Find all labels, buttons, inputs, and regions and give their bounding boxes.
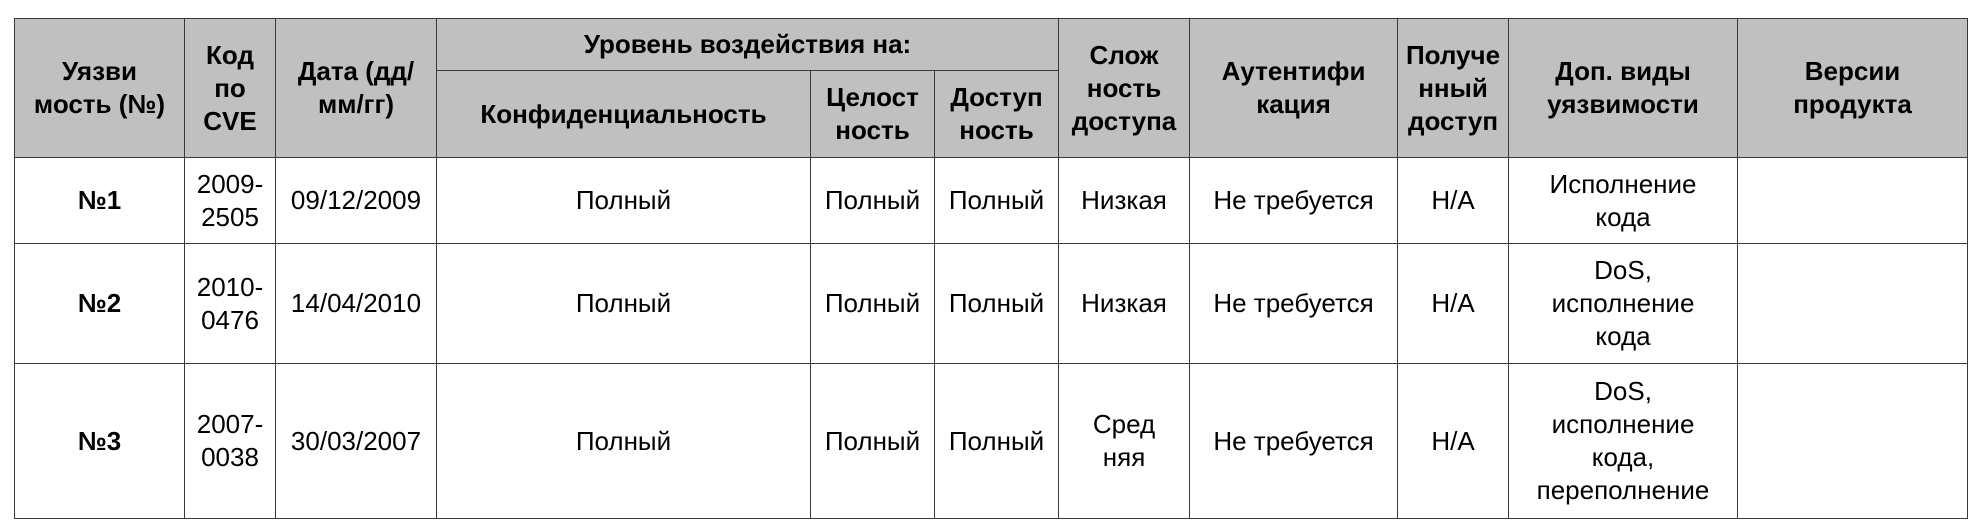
- cell-authentication: Не требуется: [1190, 364, 1398, 519]
- cell-integrity: Полный: [811, 158, 935, 244]
- header-cve: Код по CVE: [185, 19, 276, 158]
- header-impact-group: Уровень воздействия на:: [437, 19, 1059, 71]
- cell-date: 30/03/2007: [276, 364, 437, 519]
- cell-cve: 2007- 0038: [185, 364, 276, 519]
- cell-availability: Полный: [935, 158, 1059, 244]
- table-row: [15, 364, 1968, 519]
- cell-availability: Полный: [935, 244, 1059, 364]
- cell-complexity: Сред няя: [1059, 364, 1190, 519]
- cell-gained-access: Н/А: [1398, 158, 1509, 244]
- cell-date: 09/12/2009: [276, 158, 437, 244]
- cell-date: 14/04/2010: [276, 244, 437, 364]
- cell-complexity: Низкая: [1059, 158, 1190, 244]
- cell-confidentiality: Полный: [437, 244, 811, 364]
- cell-authentication: Не требуется: [1190, 244, 1398, 364]
- cell-cve: 2009- 2505: [185, 158, 276, 244]
- header-vuln: Уязви мость (№): [15, 19, 185, 158]
- cell-integrity: Полный: [811, 244, 935, 364]
- table-row: [15, 244, 1968, 364]
- cell-confidentiality: Полный: [437, 364, 811, 519]
- header-authentication: Аутентифи кация: [1190, 19, 1398, 158]
- vulnerability-table: [14, 18, 1968, 519]
- cell-vuln: №2: [15, 244, 185, 364]
- cell-versions: [1738, 364, 1968, 519]
- table-row: [15, 158, 1968, 244]
- cell-complexity: Низкая: [1059, 244, 1190, 364]
- cell-extra-types: Исполнение кода: [1509, 158, 1738, 244]
- header-date: Дата (дд/ мм/гг): [276, 19, 437, 158]
- header-availability: Доступ ность: [935, 71, 1059, 158]
- cell-authentication: Не требуется: [1190, 158, 1398, 244]
- cell-gained-access: Н/А: [1398, 364, 1509, 519]
- cell-versions: [1738, 158, 1968, 244]
- cell-confidentiality: Полный: [437, 158, 811, 244]
- header-integrity: Целост ность: [811, 71, 935, 158]
- cell-integrity: Полный: [811, 364, 935, 519]
- header-versions: Версии продукта: [1738, 19, 1968, 158]
- cell-extra-types: DoS, исполнение кода: [1509, 244, 1738, 364]
- cell-gained-access: Н/А: [1398, 244, 1509, 364]
- header-gained-access: Получе нный доступ: [1398, 19, 1509, 158]
- cell-vuln: №3: [15, 364, 185, 519]
- table-header: [15, 19, 1968, 158]
- cell-extra-types: DoS, исполнение кода, переполнение: [1509, 364, 1738, 519]
- table-body: [15, 158, 1968, 519]
- cell-vuln: №1: [15, 158, 185, 244]
- header-complexity: Слож ность доступа: [1059, 19, 1190, 158]
- header-confidentiality: Конфиденциальность: [437, 71, 811, 158]
- cell-versions: [1738, 244, 1968, 364]
- header-extra-types: Доп. виды уязвимости: [1509, 19, 1738, 158]
- cell-availability: Полный: [935, 364, 1059, 519]
- cell-cve: 2010- 0476: [185, 244, 276, 364]
